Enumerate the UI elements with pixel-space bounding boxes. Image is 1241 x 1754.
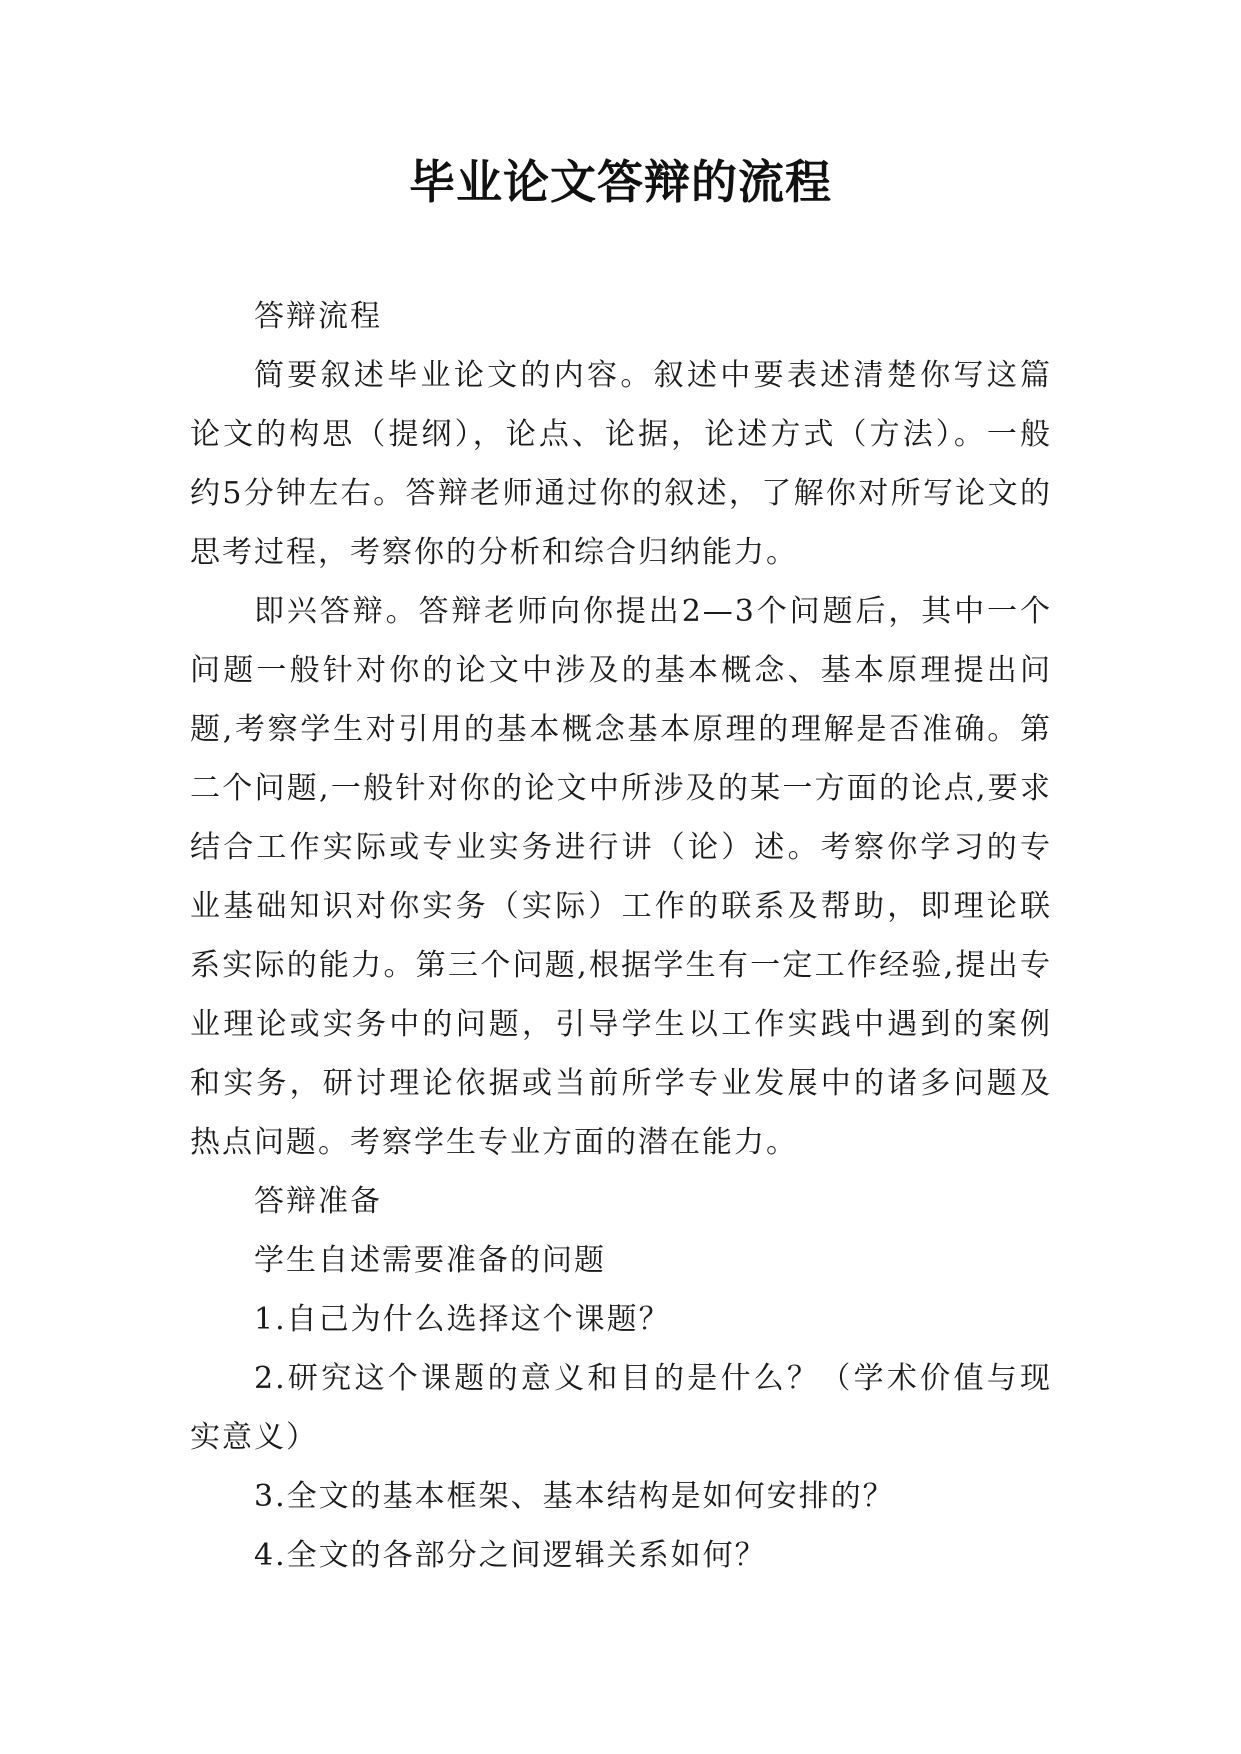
paragraph-summary: 简要叙述毕业论文的内容。叙述中要表述清楚你写这篇论文的构思（提纲），论点、论据，论述方式（方法）。一般约5分钟左右。答辩老师通过你的叙述，了解你对所写论文的思考过程，考察你的分析和综合归纳能力。 — [190, 358, 1052, 570]
document-title: 毕业论文答辩的流程 — [409, 155, 832, 209]
question-item-1: 1.自己为什么选择这个课题？ — [254, 1302, 671, 1337]
section-heading-process: 答辩流程 — [254, 299, 382, 334]
question-item-2: 2.研究这个课题的意义和目的是什么？（学术价值与现实意义） — [190, 1361, 1052, 1455]
question-item-4: 4.全文的各部分之间逻辑关系如何？ — [254, 1538, 767, 1573]
document-body — [190, 287, 1052, 1585]
paragraph-impromptu-defense: 即兴答辩。答辩老师向你提出2—3个问题后，其中一个问题一般针对你的论文中涉及的基本概念、基本原理提出问题,考察学生对引用的基本概念基本原理的理解是否准确。第二个问题,一般针对你的论文中所涉及的某一方面的论点,要求结合工作实际或专业实务进行讲（论）述。考察你学习的专业基础知识对你实务（实际）工作的联系及帮助，即理论联系实际的能力。第三个问题,根据学生有一定工作经验,提出专业理论或实务中的问题，引导学生以工作实践中遇到的案例和实务，研讨理论依据或当前所学专业发展中的诸多问题及热点问题。考察学生专业方面的潜在能力。 — [190, 594, 1052, 1160]
section-heading-preparation: 答辩准备 — [254, 1184, 382, 1219]
subheading-self-statement: 学生自述需要准备的问题 — [254, 1243, 606, 1278]
question-item-3: 3.全文的基本框架、基本结构是如何安排的？ — [254, 1479, 895, 1514]
